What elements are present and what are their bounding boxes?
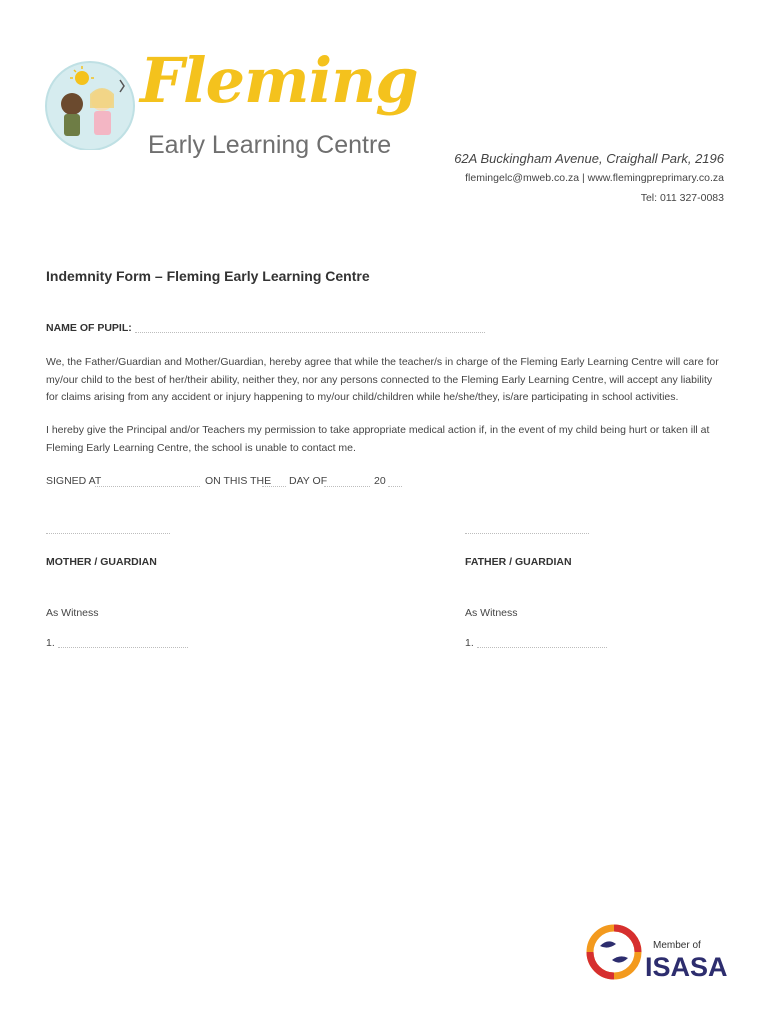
on-this-the-label: ON THIS THE (205, 475, 272, 487)
witness-field-left[interactable] (58, 647, 188, 648)
telephone-line: Tel: 011 327-0083 (640, 192, 724, 204)
indemnity-paragraph: We, the Father/Guardian and Mother/Guardian, hereby agree that while the teacher/s in charge of the Fleming Early Learning Centre will care for my/our child to the best of her/their ability, neither they, nor any persons connected to the Fleming Early Learning Centre, will accept any liability for claims arising from any accident or injury happening to my/our child/children while he/she/they, is/are participating in school activities. (46, 356, 719, 403)
document-title: Indemnity Form – Fleming Early Learning Centre (46, 268, 370, 284)
father-guardian-label: FATHER / GUARDIAN (465, 556, 572, 568)
contact-line: flemingelc@mweb.co.za | www.flemingpreprimary.co.za (465, 172, 724, 184)
day-field[interactable] (262, 486, 286, 487)
brand-subtitle: Early Learning Centre (148, 131, 392, 159)
witness-number-right: 1. (465, 637, 474, 649)
year-field[interactable] (388, 486, 402, 487)
mother-guardian-label: MOTHER / GUARDIAN (46, 556, 157, 568)
signed-at-label: SIGNED AT (46, 475, 102, 487)
pupil-name-label: NAME OF PUPIL: (46, 322, 132, 334)
pupil-name-field[interactable] (135, 332, 485, 333)
month-field[interactable] (324, 486, 370, 487)
witness-label-right: As Witness (465, 607, 518, 619)
logo-illustration (42, 58, 138, 150)
mother-signature-field[interactable] (46, 533, 170, 534)
day-of-label: DAY OF (289, 475, 328, 487)
isasa-wordmark: ISASA (645, 952, 728, 982)
signed-at-field[interactable] (95, 486, 200, 487)
member-of-text: Member of (653, 940, 701, 951)
father-signature-field[interactable] (465, 533, 589, 534)
witness-number-left: 1. (46, 637, 55, 649)
address-line: 62A Buckingham Avenue, Craighall Park, 2196 (454, 151, 724, 166)
witness-label-left: As Witness (46, 607, 99, 619)
year-prefix-label: 20 (374, 475, 386, 487)
witness-field-right[interactable] (477, 647, 607, 648)
medical-consent-paragraph: I hereby give the Principal and/or Teachers my permission to take appropriate medical action if, in the event of my child being hurt or taken ill at Fleming Early Learning Centre, the school is unable to contact me. (46, 424, 710, 454)
isasa-logo-icon (586, 924, 642, 980)
brand-name: Fleming (140, 44, 418, 117)
